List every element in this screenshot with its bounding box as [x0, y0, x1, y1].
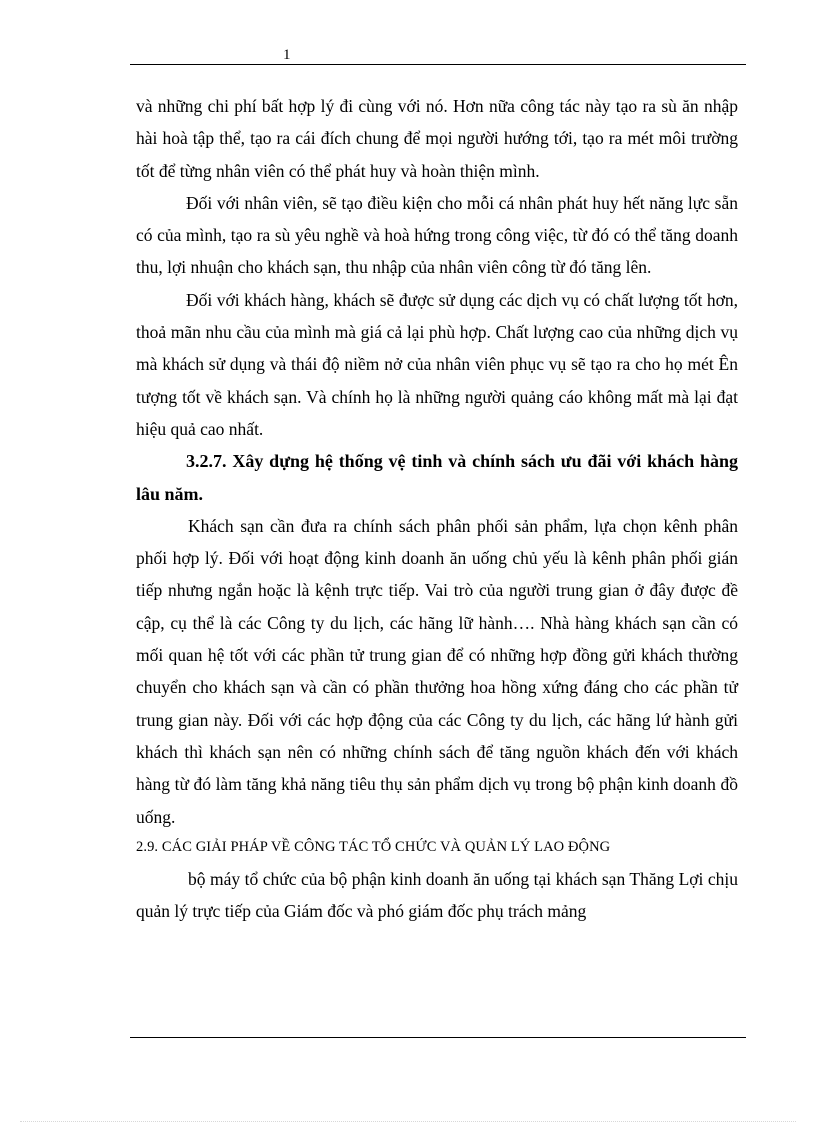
paragraph-staff-benefits: Đối với nhân viên, sẽ tạo điều kiện cho mỗi cá nhân phát huy hết năng lực sẵn có của mình, tạo ra sù yêu nghề và hoà hứng trong công việc, từ đó có thể tăng doanh thu, lợi nhuận cho khách sạn, thu nhập của nhân viên công từ đó tăng lên.	[136, 192, 738, 278]
page-bottom-border	[20, 1121, 796, 1122]
section-heading: 2.9. CÁC GIẢI PHÁP VỀ CÔNG TÁC TỔ CHỨC VÀ QUẢN LÝ LAO ĐỘNG	[136, 838, 611, 855]
document-body	[136, 90, 738, 927]
paragraph-distribution-policy: Khách sạn cần đưa ra chính sách phân phối sản phẩm, lựa chọn kênh phân phối hợp lý. Đối với hoạt động kinh doanh ăn uống chủ yếu là kênh phân phối gián tiếp nhưng ngắn hoặc là kệnh trực tiếp. Vai trò của người trung gian ở đây được đề cập, cụ thể là các Công ty du lịch, các hãng lữ hành…. Nhà hàng khách sạn cần có mối quan hệ tốt với các phần tử trung gian để có những hợp đồng gửi khách thường chuyển cho khách sạn và cần có phần thưởng hoa hồng xứng đáng cho các phần tử trung gian này. Đối với các hợp động của các Công ty du lịch, các hãng lứ hành gửi khách thì khách sạn nên có những chính sách để tăng nguồn khách đến với khách hàng từ đó làm tăng khả năng tiêu thụ sản phẩm dịch vụ trong bộ phận kinh doanh đồ uống.	[136, 515, 738, 827]
paragraph-customer-benefits: Đối với khách hàng, khách sẽ được sử dụng các dịch vụ có chất lượng tốt hơn, thoả mãn nhu cầu của mình mà giá cả lại phù hợp. Chất lượng cao của những dịch vụ mà khách sử dụng và thái độ niềm nở của nhân viên phục vụ sẽ tạo ra cho họ mét Ên tượng tốt về khách sạn. Và chính họ là những người quảng cáo không mất mà lại đạt hiệu quả cao nhất.	[136, 289, 738, 439]
header-rule	[130, 64, 746, 65]
page-number: 1	[283, 47, 291, 63]
paragraph-continuation: và những chi phí bất hợp lý đi cùng với nó. Hơn nữa công tác này tạo ra sù ăn nhập hài hoà tập thể, tạo ra cái đích chung để mọi người hướng tới, tạo ra mét môi trường tốt để từng nhân viên có thể phát huy và hoàn thiện mình.	[136, 96, 738, 181]
subsection-heading: 3.2.7. Xây dựng hệ thống vệ tinh và chính sách ưu đãi với khách hàng lâu năm.	[136, 451, 738, 504]
footer-rule	[130, 1037, 746, 1038]
paragraph-organization: bộ máy tổ chức của bộ phận kinh doanh ăn uống tại khách sạn Thăng Lợi chịu quản lý trực tiếp của Giám đốc và phó giám đốc phụ trách mảng	[136, 868, 738, 922]
